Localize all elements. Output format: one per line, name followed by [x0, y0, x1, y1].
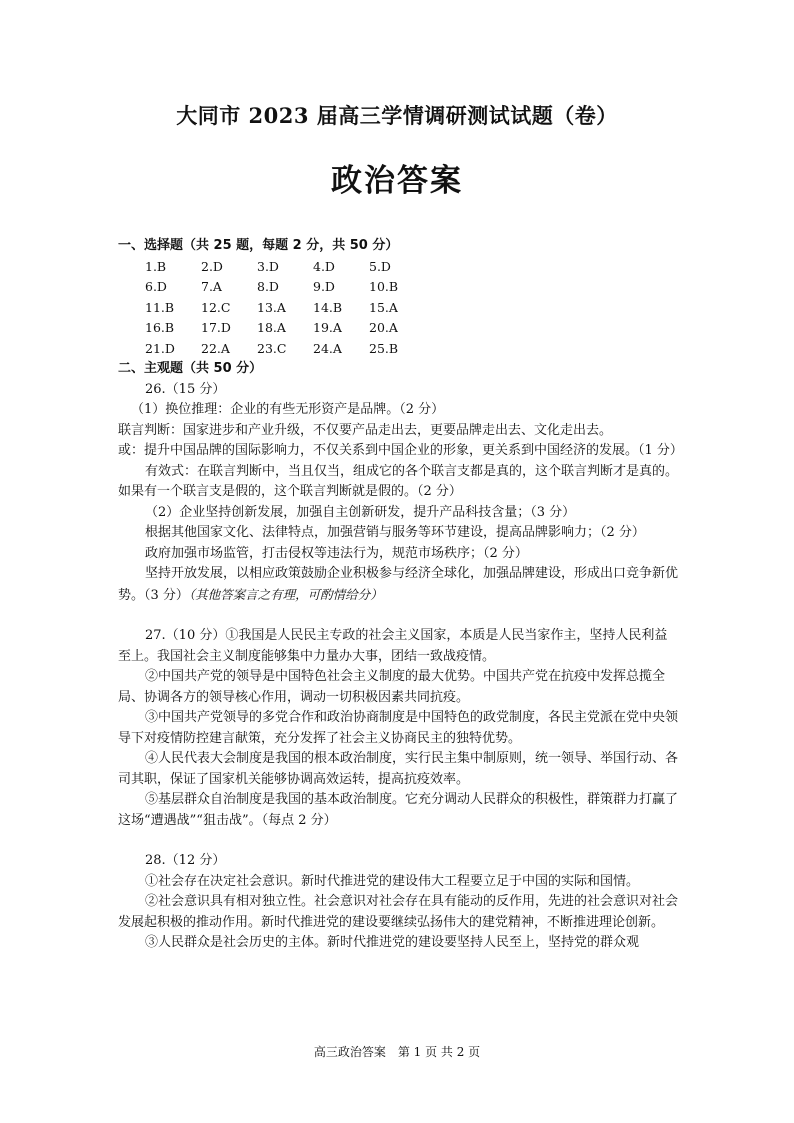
q26-paragraph: （1）换位推理：企业的有些无形资产是品牌。（2 分）	[131, 402, 445, 417]
subject-title: 政治答案	[331, 163, 463, 199]
section2-heading: 二、主观题（共 50 分）	[118, 361, 263, 376]
answer-cell: 14.B	[313, 299, 343, 315]
spacer	[118, 831, 680, 851]
q28-paragraph: ①社会存在决定社会意识。新时代推进党的建设伟大工程要立足于中国的实际和国情。	[145, 873, 640, 889]
answer-cell: 13.A	[257, 299, 286, 315]
q28-paragraph: ③人民群众是社会历史的主体。新时代推进党的建设要坚持人民至上，坚持党的群众观	[145, 935, 640, 950]
answer-cell: 21.D	[145, 340, 175, 356]
q28-paragraph: ②社会意识具有相对独立性。社会意识对社会存在具有能动的反作用，先进的社会意识对社会发展起积极的推动作用。新时代推进党的建设要继续弘扬伟大的建党精神，不断推进理论创新。	[118, 894, 679, 930]
q26-paragraph: 有效式：在联言判断中，当且仅当，组成它的各个联言支都是真的，这个联言判断才是真的。如果有一个联言支是假的，这个联言判断就是假的。（2 分）	[118, 463, 679, 499]
q26-paragraph: 根据其他国家文化、法律特点，加强营销与服务等环节建设，提高品牌影响力；（2 分）	[145, 525, 645, 540]
answer-cell: 24.A	[313, 340, 342, 356]
answer-cell: 25.B	[369, 340, 399, 356]
q27-paragraph: ③中国共产党领导的多党合作和政治协商制度是中国特色的政党制度，各民主党派在党中央领导下对疫情防控建言献策，充分发挥了社会主义协商民主的独特优势。	[118, 710, 679, 746]
q27-paragraph: ②中国共产党的领导是中国特色社会主义制度的最大优势。中国共产党在抗疫中发挥总揽全局、协调各方的领导核心作用，调动一切积极因素共同抗疫。	[118, 669, 666, 705]
q26-paragraph: （2）企业坚持创新发展，加强自主创新研发，提升产品科技含量；（3 分）	[145, 504, 576, 520]
answer-cell: 16.B	[145, 320, 175, 335]
q26-paragraph-text: 坚持开放发展，以相应政策鼓励企业积极参与经济全球化，加强品牌建设，形成出口竞争新优势。（3 分）	[118, 566, 679, 603]
answer-cell: 5.D	[369, 258, 391, 274]
answer-cell: 12.C	[201, 299, 231, 315]
q26-heading: 26.（15 分）	[145, 381, 226, 397]
answer-cell: 10.B	[369, 279, 399, 294]
q27-paragraph: 27.（10 分）①我国是人民民主专政的社会主义国家，本质是人民当家作主，坚持人民利益至上。我国社会主义制度能够集中力量办大事，团结一致战疫情。	[118, 628, 668, 664]
answer-cell: 2.D	[201, 258, 223, 274]
answer-row	[145, 339, 425, 360]
answer-cell: 1.B	[145, 258, 167, 274]
q26-paragraph: 政府加强市场监管，打击侵权等违法行为，规范市场秩序；（2 分）	[145, 545, 528, 561]
answer-cell: 4.D	[313, 258, 335, 274]
q28-heading: 28.（12 分）	[145, 853, 226, 868]
answer-cell: 17.D	[201, 320, 231, 335]
spacer	[118, 606, 680, 626]
answer-row	[145, 318, 425, 339]
exam-title: 大同市 2023 届高三学情调研测试试题（卷）	[176, 103, 618, 128]
answer-cell: 23.C	[257, 340, 287, 356]
answer-cell: 18.A	[257, 320, 286, 335]
answer-content	[118, 236, 683, 954]
answer-cell: 22.A	[201, 340, 230, 356]
q27-paragraph: ④人民代表大会制度是我国的根本政治制度，实行民主集中制原则，统一领导、举国行动、各司其职，保证了国家机关能够协调高效运转，提高抗疫效率。	[118, 751, 679, 787]
answer-cell: 19.A	[313, 320, 342, 335]
answer-cell: 11.B	[145, 299, 175, 315]
page-footer: 高三政治答案 第 1 页 共 2 页	[313, 1045, 481, 1059]
answer-cell: 15.A	[369, 299, 398, 315]
q26-paragraph	[118, 564, 680, 606]
answer-cell: 7.A	[201, 279, 222, 294]
answer-cell: 8.D	[257, 279, 279, 294]
answer-cell: 20.A	[369, 320, 398, 335]
grading-note: （其他答案言之有理，可酌情给分）	[188, 586, 383, 602]
answer-row	[145, 277, 425, 298]
answer-row	[145, 257, 425, 278]
q26-paragraph: 或：提升中国品牌的国际影响力，不仅关系到中国企业的形象，更关系到中国经济的发展。（1 分）	[118, 443, 683, 458]
answer-row	[145, 298, 425, 319]
q26-paragraph: 联言判断：国家进步和产业升级，不仅要产品走出去，更要品牌走出去、文化走出去。	[118, 422, 613, 438]
answer-cell: 6.D	[145, 279, 167, 294]
q27-paragraph: ⑤基层群众自治制度是我国的基本政治制度。它充分调动人民群众的积极性，群策群力打赢了这场“遭遇战”“狙击战”。（每点 2 分）	[118, 792, 679, 828]
choice-answer-grid	[145, 257, 425, 360]
section1-heading: 一、选择题（共 25 题，每题 2 分，共 50 分）	[118, 238, 399, 253]
answer-cell: 3.D	[257, 258, 279, 274]
answer-cell: 9.D	[313, 279, 335, 294]
